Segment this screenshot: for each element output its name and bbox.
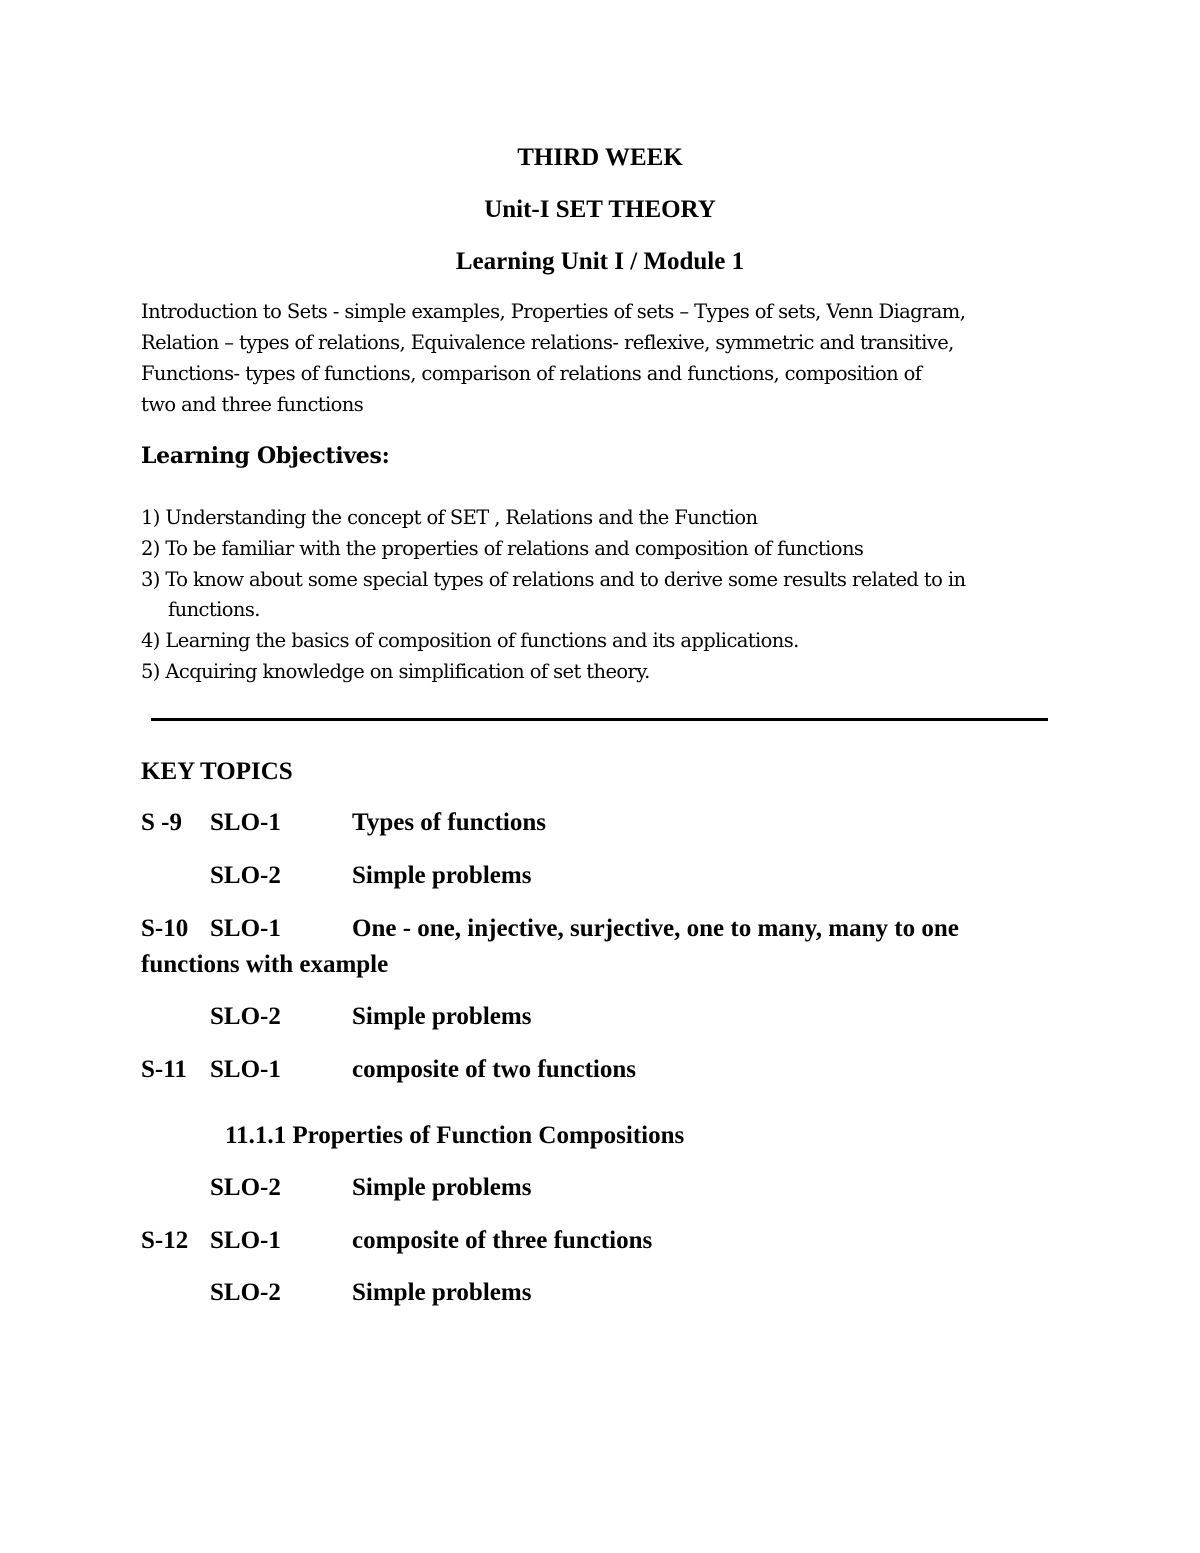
objective-item: 5) Acquiring knowledge on simplification of set theory. — [141, 659, 650, 683]
unit-title: Unit-I SET THEORY — [484, 196, 716, 223]
topic-description-continuation: functions with example — [141, 951, 389, 978]
horizontal-divider — [151, 718, 1048, 721]
topic-description: One - one, injective, surjective, one to many, many to one — [352, 915, 959, 942]
slo-label: SLO-2 — [210, 862, 281, 889]
topic-description: Simple problems — [352, 862, 532, 889]
session-label: S-11 — [141, 1056, 187, 1083]
session-label: S-12 — [141, 1227, 189, 1254]
intro-paragraph — [141, 296, 1071, 420]
objectives-heading: Learning Objectives: — [141, 443, 390, 469]
objective-item: 3) To know about some special types of relations and to derive some results related to in — [141, 567, 966, 591]
slo-label: SLO-1 — [210, 1056, 281, 1083]
module-title: Learning Unit I / Module 1 — [455, 248, 745, 275]
objective-item: 1) Understanding the concept of SET , Relations and the Function — [141, 506, 758, 529]
subsection-heading: 11.1.1 Properties of Function Compositions — [225, 1122, 685, 1149]
key-topics-heading: KEY TOPICS — [141, 758, 293, 785]
session-label: S -9 — [141, 809, 182, 836]
slo-label: SLO-2 — [210, 1174, 281, 1201]
intro-line: Relation – types of relations, Equivalence relations- reflexive, symmetric and transitive, — [141, 331, 954, 354]
topic-description: Simple problems — [352, 1279, 532, 1306]
topic-description: Simple problems — [352, 1174, 532, 1201]
slo-label: SLO-1 — [210, 809, 281, 836]
topic-description: Simple problems — [352, 1003, 532, 1030]
intro-line: two and three functions — [141, 393, 364, 416]
slo-label: SLO-1 — [210, 915, 281, 942]
session-label: S-10 — [141, 915, 189, 942]
objectives-list — [141, 503, 1081, 688]
week-title: THIRD WEEK — [517, 144, 683, 171]
topic-description: composite of three functions — [352, 1227, 653, 1254]
topic-description: Types of functions — [352, 809, 547, 836]
objective-item-continuation: functions. — [168, 598, 260, 622]
objective-item: 4) Learning the basics of composition of functions and its applications. — [141, 629, 799, 653]
slo-label: SLO-2 — [210, 1279, 281, 1306]
topic-description: composite of two functions — [352, 1056, 637, 1083]
slo-label: SLO-1 — [210, 1227, 281, 1254]
intro-line: Introduction to Sets - simple examples, Properties of sets – Types of sets, Venn Diagram, — [141, 300, 966, 323]
objective-item: 2) To be familiar with the properties of relations and composition of functions — [141, 536, 864, 560]
slo-label: SLO-2 — [210, 1003, 281, 1030]
intro-line: Functions- types of functions, comparison of relations and functions, composition of — [141, 362, 922, 385]
